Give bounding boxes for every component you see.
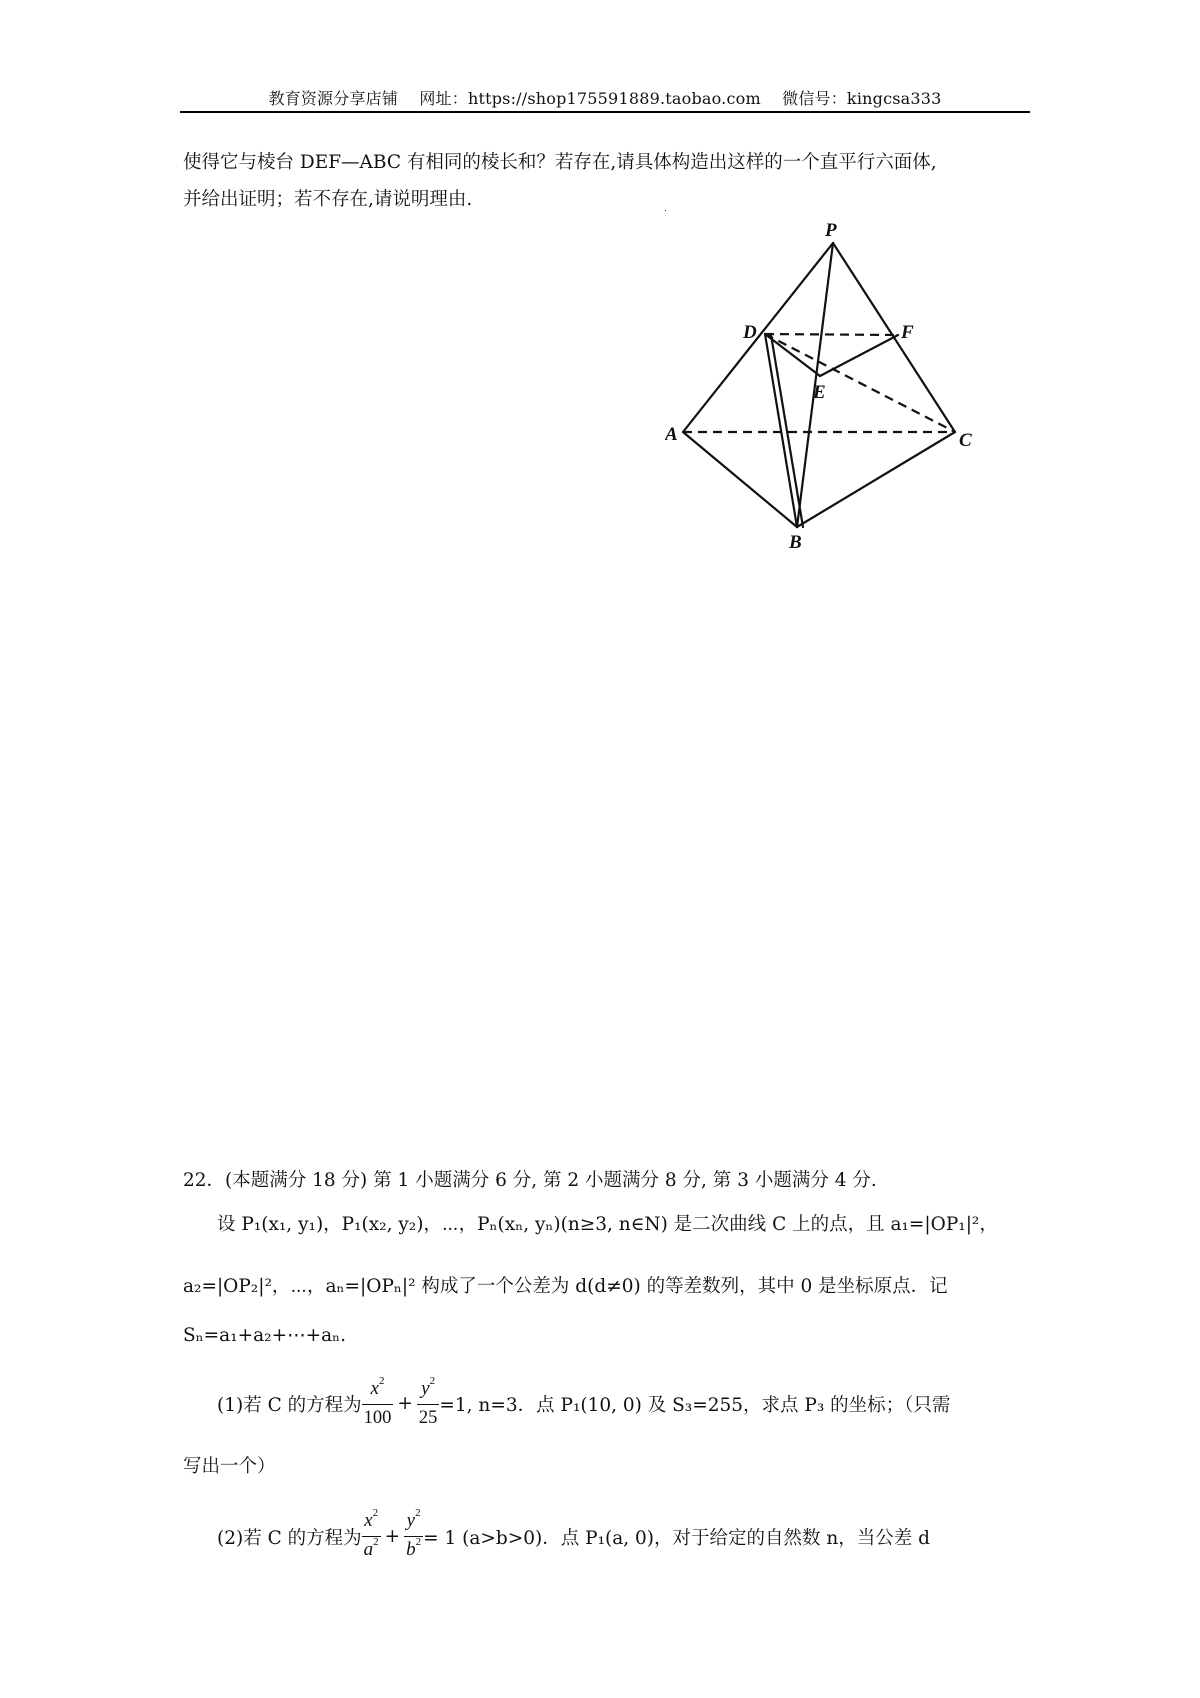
label-f: F bbox=[901, 322, 914, 343]
header-shop: 教育资源分享店铺 bbox=[268, 89, 399, 108]
ellipse-fraction-x: $\frac{x^2}{100}$ bbox=[363, 1375, 392, 1428]
header-wechat: 微信号：kingcsa333 bbox=[782, 89, 942, 108]
q22-part-1: (1)若 C 的方程为 $\frac{x^2}{100}$ + $\frac{y^2}{25}$ =1, n=3．点 P₁(10, 0) 及 S₃=255，求点 P₃ 的坐标；（只需 bbox=[217, 1376, 950, 1431]
frustum-figure bbox=[665, 210, 985, 550]
q22-part-2-prefix: (2)若 C 的方程为 bbox=[217, 1527, 362, 1549]
q22-intro-line-1: 设 P₁(x₁, y₁)，P₁(x₂, y₂)，⋯，Pₙ(xₙ, yₙ)(n≥3, n∈N) 是二次曲线 C 上的点，且 a₁=|OP₁|²， bbox=[217, 1214, 998, 1235]
q22-intro-line-2: a₂=|OP₂|²，⋯，aₙ=|OPₙ|² 构成了一个公差为 d(d≠0) 的等差数列，其中 0 是坐标原点．记 bbox=[183, 1276, 948, 1297]
ellipse-fraction-y: $\frac{y^2}{25}$ bbox=[418, 1375, 438, 1428]
q21-line-2: 并给出证明；若不存在,请说明理由. bbox=[183, 189, 473, 210]
q22-part-1-prefix: (1)若 C 的方程为 bbox=[217, 1394, 362, 1416]
label-e: E bbox=[813, 382, 826, 403]
q22-part-1-suffix: =1, n=3．点 P₁(10, 0) 及 S₃=255，求点 P₃ 的坐标；（只需 bbox=[439, 1394, 951, 1416]
edge-pa bbox=[683, 243, 833, 432]
header-website: 网址：https://shop175591889.taobao.com bbox=[419, 89, 761, 108]
edge-bc bbox=[797, 432, 955, 527]
edge-dc-dashed bbox=[765, 334, 955, 432]
label-d: D bbox=[743, 322, 757, 343]
edge-df-dashed bbox=[765, 334, 898, 335]
label-c: C bbox=[959, 430, 972, 451]
q22-intro-line-3: Sₙ=a₁+a₂+⋯+aₙ. bbox=[183, 1325, 346, 1346]
header-rule bbox=[180, 111, 1030, 113]
label-b: B bbox=[789, 532, 802, 550]
q21-line-1: 使得它与棱台 DEF—ABC 有相同的棱长和？若存在,请具体构造出这样的一个直平行六面体, bbox=[183, 152, 937, 173]
q22-part-2: (2)若 C 的方程为 $\frac{x^2}{a^2}$ + $\frac{y^2}{b^2}$ = 1 (a>b>0)．点 P₁(a, 0)，对于给定的自然数 n，当公差 d bbox=[217, 1508, 930, 1565]
q22-title: 22．(本题满分 18 分) 第 1 小题满分 6 分, 第 2 小题满分 8 分, 第 3 小题满分 4 分. bbox=[183, 1170, 877, 1191]
ellipse-fraction-b: $\frac{y^2}{b^2}$ bbox=[406, 1507, 422, 1560]
label-p: P bbox=[825, 220, 837, 241]
label-a: A bbox=[665, 424, 678, 445]
q22-part-2-suffix: = 1 (a>b>0)．点 P₁(a, 0)，对于给定的自然数 n，当公差 d bbox=[423, 1527, 931, 1549]
edge-ef bbox=[820, 335, 898, 376]
ellipse-fraction-a: $\frac{x^2}{a^2}$ bbox=[363, 1507, 379, 1560]
frustum-diagram bbox=[665, 210, 985, 550]
q22-part-1-continued: 写出一个） bbox=[183, 1456, 276, 1477]
page-header bbox=[180, 86, 1030, 109]
edge-ab bbox=[683, 432, 797, 527]
edge-db bbox=[765, 334, 797, 527]
